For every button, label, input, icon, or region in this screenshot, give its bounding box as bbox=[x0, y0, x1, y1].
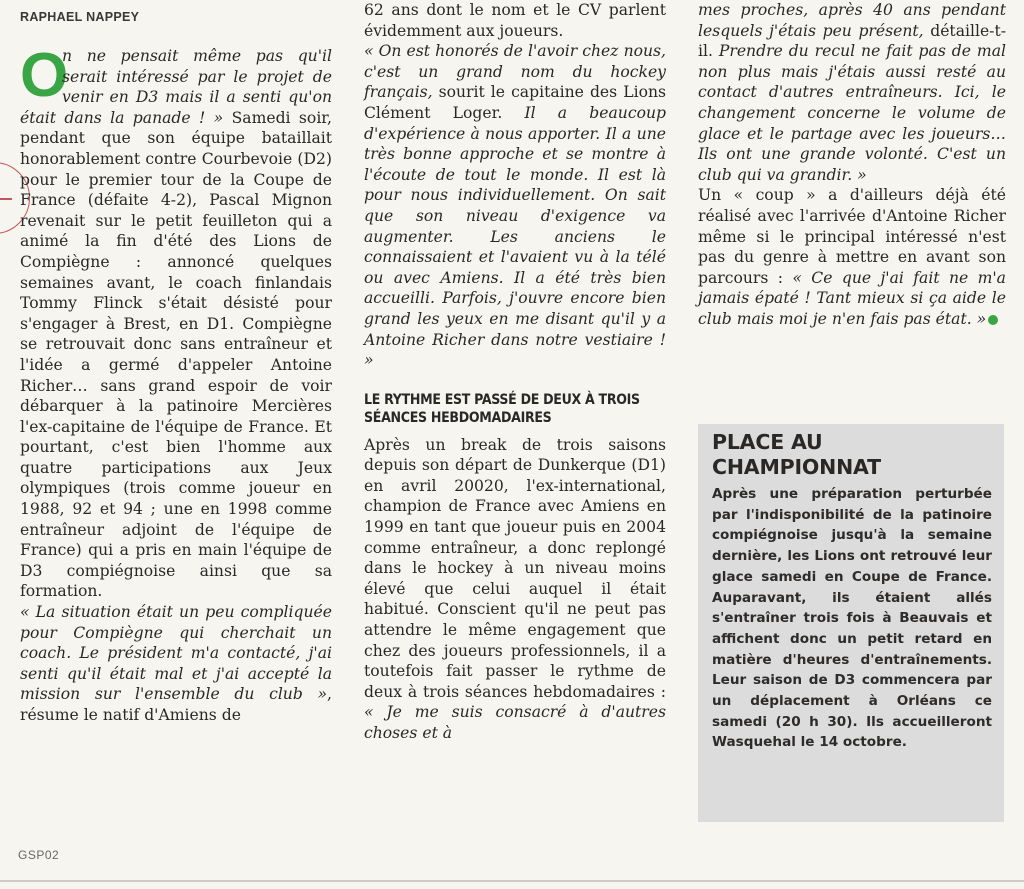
sidebar-title-line-1: PLACE AU bbox=[712, 430, 823, 454]
intro-quote: n ne pensait même pas qu'il serait intéressé par le projet de venir en D3 mais il a senti qu'on était dans la panade ! » bbox=[20, 47, 332, 127]
bottom-rule bbox=[0, 880, 1024, 882]
article-column-2 bbox=[364, 0, 666, 744]
richer-quote-cont-2: Prendre du recul ne fait pas de mal non plus mais j'étais aussi resté au contact d'autres entraîneurs. Ici, le changement concerne le volume de glace et le partage avec les joueurs… Ils ont une grande volonté. C'est un club qui va grandir. » bbox=[698, 42, 1006, 184]
break-body: Après un break de trois saisons depuis son départ de Dunkerque (D1) en avril 20020, l'ex-international, champion de France avec Amiens en 1999 en tant que joueur puis en 2004 comme entraîneur, a donc replongé dans le hockey à un niveau moins élevé que celui auquel il était habitué. Conscient qu'il ne peut pas attendre le même engagement que chez des joueurs professionnels, il a toutefois fait passer le rythme de deux à trois séances hebdomadaires : bbox=[364, 435, 666, 701]
sidebar-title-line-2: CHAMPIONNAT bbox=[712, 455, 881, 479]
richer-final-quote: « Ce que j'ai fait ne m'a jamais épaté ! Tant mieux si ça aide le club mais moi je n'en fais pas état. » bbox=[698, 268, 1006, 328]
sidebar-text: Après une préparation perturbée par l'indisponibilité de la patinoire compiégnoise jusqu'à la semaine dernière, les Lions ont retrouvé leur glace samedi en Coupe de France. Auparavant, ils étaient allés s'entraîner trois fois à Beauvais et affichent donc un petit retard en matière d'heures d'entraînements. Leur saison de D3 commencera par un déplacement à Orléans ce samedi (20 h 30). Ils accueilleront Wasquehal le 14 octobre. bbox=[712, 486, 992, 751]
paragraph-loger bbox=[364, 41, 666, 371]
paragraph-continuation bbox=[698, 0, 1006, 185]
article-column-1 bbox=[20, 6, 332, 726]
coup-body: Un « coup » a d'ailleurs déjà été réalisé avec l'arrivée d'Antoine Richer même si le principal intéressé n'est pas du genre à mettre en avant son parcours : bbox=[698, 186, 1006, 287]
intro-body: Samedi soir, pendant que son équipe bataillait honorablement contre Courbevoie (D2) pour le premier tour de la Coupe de France (défaite 4-2), Pascal Mignon revenait sur le petit feuilleton qui a animé la fin d'été des Lions de Compiègne : annoncé quelques semaines avant, le coach finlandais Tommy Flinck s'était désisté pour s'engager à Brest, en D1. Compiègne se retrouvait donc sans entraîneur et l'idée a germé d'appeler Antoine Richer… sans grand espoir de voir débarquer à la patinoire Mercières l'ex-capitaine de l'équipe de France. Et pourtant, c'est bien l'homme aux quatre participations aux Jeux olympiques (trois comme joueur en 1988, 92 et 94 ; une en 1998 comme entraîneur adjoint de l'équipe de France) qui a pris en main l'équipe de D3 compiégnoise ainsi que sa formation. bbox=[20, 108, 333, 601]
paragraph-intro bbox=[20, 41, 333, 602]
loger-attribution: sourit le capitaine des Lions Clément Loger. bbox=[364, 83, 666, 122]
richer-quote-start: « Je me suis consacré à d'autres choses et à bbox=[364, 703, 666, 742]
paragraph-break bbox=[364, 435, 666, 744]
paragraph-cv: 62 ans dont le nom et le CV parlent évidemment aux joueurs. bbox=[364, 1, 666, 40]
richer-attribution: détaille-t-il. bbox=[698, 21, 1006, 61]
loger-quote-1: « On est honorés de l'avoir chez nous, c'est un grand nom du hockey français, bbox=[364, 42, 666, 102]
drop-cap: O bbox=[20, 41, 69, 110]
sidebar-box bbox=[698, 424, 1004, 822]
richer-quote: « La situation était un peu compliquée pour Compiègne qui cherchait un coach. Le président m'a contacté, j'ai senti qu'il était mal et j'ai accepté la mission sur l'ensemble du club » bbox=[20, 603, 332, 704]
article-column-3 bbox=[698, 0, 1006, 330]
quote-attribution: , résume le natif d'Amiens de bbox=[20, 685, 332, 724]
page-code: GSP02 bbox=[18, 848, 60, 862]
paragraph-coup bbox=[698, 185, 1006, 329]
punch-hole-tick bbox=[0, 198, 12, 200]
sidebar-title bbox=[712, 430, 992, 480]
richer-quote-cont-1: mes proches, après 40 ans pendant lesquels j'étais peu présent, bbox=[698, 1, 1006, 40]
author-byline: RAPHAEL NAPPEY bbox=[20, 10, 140, 24]
loger-quote-2: Il a beaucoup d'expérience à nous apporter. Il a une très bonne approche et se montre à l'écoute de tout le monde. Il est là pour nous individuellement. On sait que son niveau d'exigence va augmenter. Les anciens le connaissaient et l'avaient vu à la télé ou avec Amiens. Il a été très bien accueilli. Parfois, j'ouvre encore bien grand les yeux en me disant qu'il y a Antoine Richer dans notre vestiaire ! » bbox=[364, 103, 666, 370]
end-of-article-icon bbox=[988, 315, 998, 325]
section-subheading: LE RYTHME EST PASSÉ DE DEUX À TROIS SÉANCES HEBDOMADAIRES bbox=[364, 391, 640, 426]
paragraph-quote bbox=[20, 602, 332, 726]
